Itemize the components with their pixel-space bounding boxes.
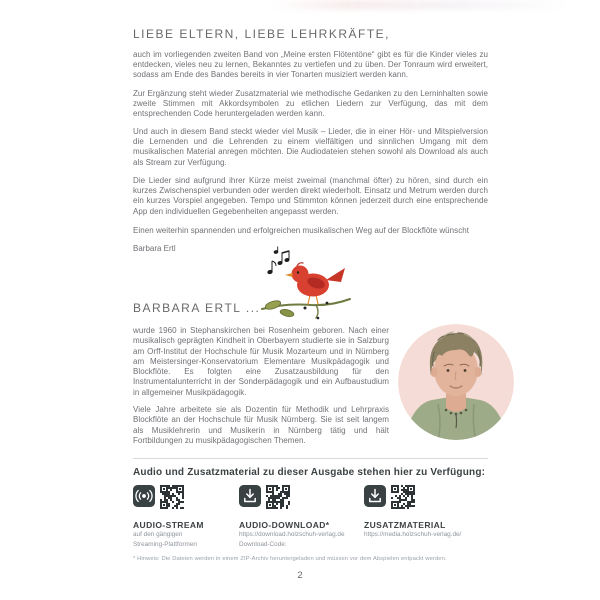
- bio-paragraph-1: wurde 1960 in Stephanskirchen bei Rosenheim geboren. Nach einer musikalisch geprägten Kindheit in Oberbayern studierte sie in Salzburg am Orff-Institut der Hochschule für Musik Mozarteum und in Nürnberg am Meistersinger-Konservatorium Elementare Musikpädagogik und Blockflöte. Es folgten eine Zusatzausbildung für den Instrumentalunterricht in der Sonderpädagogik und ein Aufbaustudium in allgemeiner Musikpädagogik.: [133, 326, 389, 397]
- qr-code-zusatzmaterial: [391, 485, 415, 514]
- qr-code-audio-download: [266, 485, 290, 514]
- download-icon: [239, 485, 261, 507]
- resource-zusatzmaterial: [364, 485, 490, 541]
- audio-stream-icon: [133, 485, 155, 507]
- resources-heading: Audio und Zusatzmaterial zu dieser Ausgabe stehen hier zu Verfügung:: [133, 467, 486, 478]
- resource-title: ZUSATZMATERIAL: [364, 520, 446, 530]
- intro-heading: LIEBE ELTERN, LIEBE LEHRKRÄFTE,: [133, 27, 391, 41]
- bio-paragraph-2: Viele Jahre arbeitete sie als Dozentin für Methodik und Lehrpraxis Blockflöte an der Hochschule für Musik Nürnberg. Sie ist seit langem als Musiklehrerin und Musikerin in Nürnberg tätig und hält Fortbildungen zu musikpädagogischen Themen.: [133, 405, 389, 445]
- resource-audio-download: [239, 485, 363, 550]
- page-number: 2: [297, 570, 303, 581]
- resource-line: auf den gängigen: [133, 531, 183, 538]
- section-divider: [133, 458, 488, 459]
- author-portrait-photo: [398, 324, 514, 440]
- resource-title: AUDIO-DOWNLOAD*: [239, 520, 330, 530]
- music-notes-icon: [267, 247, 289, 275]
- qr-code-audio-stream: [160, 485, 184, 514]
- author-signature: Barbara Ertl: [133, 244, 176, 253]
- intro-paragraph-5: Einen weiterhin spannenden und erfolgreichen musikalischen Weg auf der Blockflöte wünscht: [133, 226, 470, 235]
- resource-line: Streaming-Plattformen: [133, 540, 197, 548]
- scan-artifact: [270, 0, 570, 10]
- resource-title: AUDIO-STREAM: [133, 520, 204, 530]
- intro-paragraph-1: auch im vorliegenden zweiten Band von „Meine ersten Flötentöne“ gibt es für die Kinder vieles zu entdecken, vieles neu zu lernen, Bekanntes zu vertiefen und zu üben. Der Tonraum wird erweitert, sodass am Ende des Bandes bereits in vier Tonarten musiziert werden kann.: [133, 50, 488, 80]
- resource-line: https://media.holzschuh-verlag.de/: [364, 531, 462, 538]
- footnote: * Hinweis: Die Dateien werden in einem ZIP-Archiv heruntergeladen und müssen vor dem Abspielen entpackt werden.: [133, 556, 447, 562]
- resource-line: Download-Code:: [239, 540, 287, 548]
- bio-heading: BARBARA ERTL ...: [133, 301, 261, 315]
- resource-line: https://download.holzschuh-verlag.de: [239, 531, 345, 538]
- intro-paragraph-2: Zur Ergänzung steht wieder Zusatzmaterial wie methodische Gedanken zu den Lerninhalten sowie zweite Stimmen mit Akkordsymbolen zu etlichen Liedern zur Verfügung, das mit dem entsprechenden Code heruntergeladen werden kann.: [133, 89, 488, 119]
- resource-audio-stream: [133, 485, 235, 550]
- intro-paragraph-4: Die Lieder sind aufgrund ihrer Kürze meist zweimal (manchmal öfter) zu hören, sind durch ein kurzes Zwischenspiel verbunden oder werden direkt wiederholt. Einsatz und Metrum werden durch ein kurzes Vorspiel angegeben. Tempo und Stimmton können jederzeit durch eine entsprechende App den individuellen Gegebenheiten angepasst werden.: [133, 176, 488, 216]
- intro-paragraph-3: Und auch in diesem Band steckt wieder viel Musik – Lieder, die in einer Hör- und Mitspielversion die Lernenden und die Lehrenden zu einem vielfältigen und sinnlichen Umgang mit dem musikalischen Material anregen möchten. Die Audiodateien stehen sowohl als Download als auch als Stream zur Verfügung.: [133, 127, 488, 167]
- download-icon: [364, 485, 386, 507]
